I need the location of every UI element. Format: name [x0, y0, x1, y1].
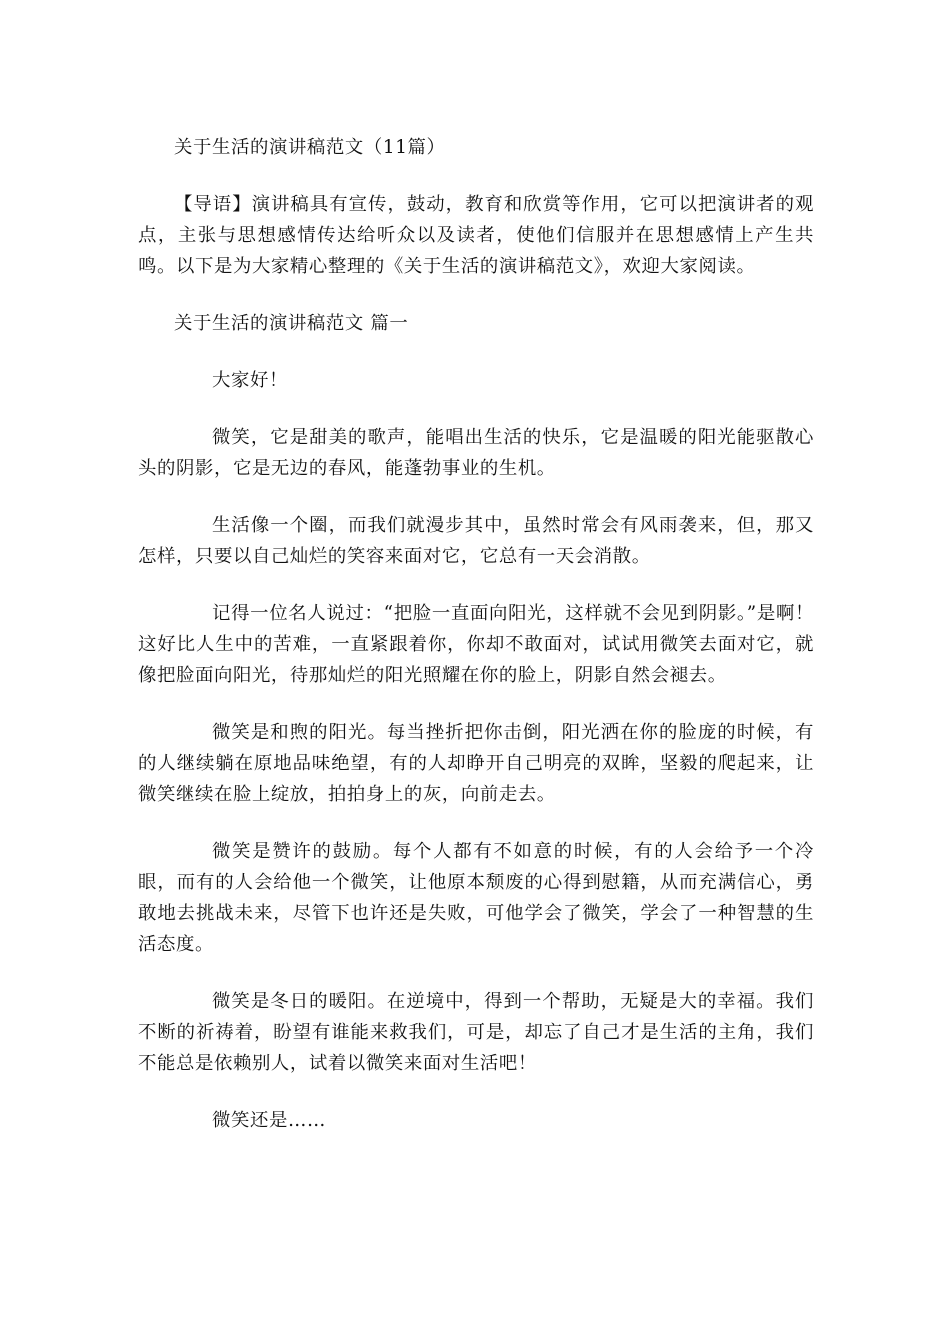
body-paragraph: 微笑是赞许的鼓励。每个人都有不如意的时候，有的人会给予一个冷眼，而有的人会给他一个微笑，让他原本颓废的心得到慰籍，从而充满信心，勇敢地去挑战未来，尽管下也许还是失败，可他学会了微笑，学会了一种智慧的生活态度。: [138, 841, 814, 955]
section-title: 关于生活的演讲稿范文 篇一: [174, 313, 409, 334]
body-paragraph: 记得一位名人说过：“把脸一直面向阳光，这样就不会见到阴影。”是啊！这好比人生中的苦难，一直紧跟着你，你却不敢面对，试试用微笑去面对它，就像把脸面向阳光，待那灿烂的阳光照耀在你的脸上，阴影自然会褪去。: [138, 603, 814, 686]
document-body: [138, 132, 814, 1162]
body-paragraph: 微笑，它是甜美的歌声，能唱出生活的快乐，它是温暖的阳光能驱散心头的阴影，它是无边的春风，能蓬勃事业的生机。: [138, 427, 814, 479]
body-paragraph-greeting: 大家好！: [212, 370, 288, 391]
body-paragraph: 生活像一个圈，而我们就漫步其中，虽然时常会有风雨袭来，但，那又怎样，只要以自己灿烂的笑容来面对它，它总有一天会消散。: [138, 515, 814, 567]
body-paragraph: 微笑是冬日的暖阳。在逆境中，得到一个帮助，无疑是大的幸福。我们不断的祈祷着，盼望有谁能来救我们，可是，却忘了自己才是生活的主角，我们不能总是依赖别人，试着以微笑来面对生活吧！: [138, 991, 814, 1074]
document-title: 关于生活的演讲稿范文（11篇）: [174, 137, 446, 158]
body-paragraph: 微笑是和煦的阳光。每当挫折把你击倒，阳光洒在你的脸庞的时候，有的人继续躺在原地品味绝望，有的人却睁开自己明亮的双眸，坚毅的爬起来，让微笑继续在脸上绽放，拍拍身上的灰，向前走去。: [138, 722, 814, 805]
intro-paragraph: 【导语】演讲稿具有宣传，鼓动，教育和欣赏等作用，它可以把演讲者的观点，主张与思想感情传达给听众以及读者，使他们信服并在思想感情上产生共鸣。以下是为大家精心整理的《关于生活的演讲稿范文》，欢迎大家阅读。: [138, 194, 814, 277]
body-paragraph-ending: 微笑还是……: [212, 1110, 326, 1131]
